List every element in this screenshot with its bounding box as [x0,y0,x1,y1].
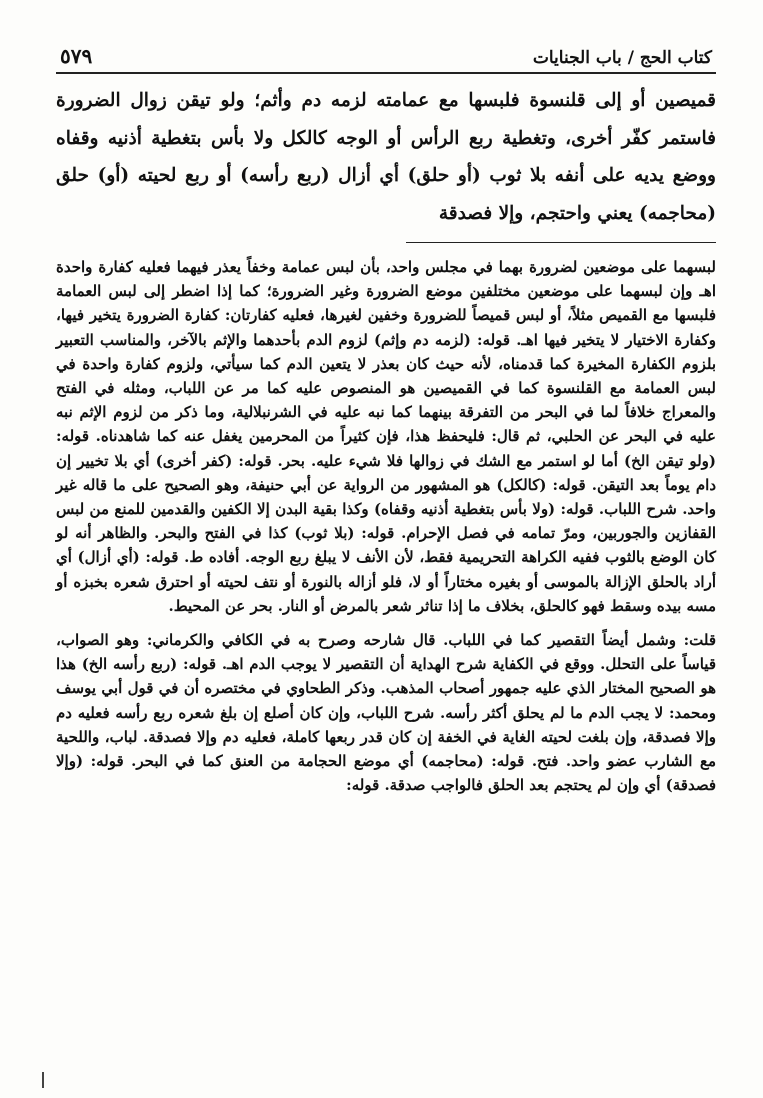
separator-line [406,242,716,243]
commentary-paragraph: قلت: وشمل أيضاً التقصير كما في اللباب. قال شارحه وصرح به في الكافي والكرماني: وهو الصواب، قياساً على التحلل. ووقع في الكفاية شرح الهداية أن التقصير لا يوجب الدم اهـ. قوله: (ربع رأسه الخ) هذا هو الصحيح المختار الذي عليه جمهور أصحاب المذهب. وذكر الطحاوي في مختصره أن في قول أبي يوسف ومحمد: لا يجب الدم ما لم يحلق أكثر رأسه. شرح اللباب، وإن كان أصلع إن بلغ شعره ربع رأسه فعليه دم وإلا فصدقة، وإن بلغت لحيته الغاية في الخفة إن كان قدر ربعها كاملة، فعليه دم وإلا فصدقة. لباب، واللحية مع الشارب عضو واحد. فتح. قوله: (محاجمه) أي موضع الحجامة من العنق كما في البحر. قوله: (وإلا فصدقة) أي وإن لم يحتجم بعد الحلق فالواجب صدقة. قوله: [56,631,716,795]
page-number: ٥٧٩ [60,44,93,68]
main-text: قميصين أو إلى قلنسوة فلبسها مع عمامته لزمه دم وأثم؛ ولو تيقن زوال الضرورة فاستمر كفّر أخرى، وتغطية ربع الرأس أو الوجه كالكل ولا بأس بتغطية أذنيه وقفاه ووضع يديه على أنفه بلا ثوب (أو حلق) أي أزال (ربع رأسه) أو ربع لحيته (أو) حلق (محاجمه) يعني واحتجم، وإلا فصدقة [56,90,716,224]
commentary-paragraph: لبسهما على موضعين لضرورة بهما في مجلس واحد، بأن لبس عمامة وخفاً يعذر فيهما فعليه كفارة واحدة اهـ وإن لبسهما على موضعين مختلفين موضع الضرورة وغير الضرورة؛ كما إذا اضطر إلى لبس العمامة فلبسها مع القميص مثلاً، أو لبس قميصاً للضرورة وخفين لغيرها، فعليه كفارتان: كفارة الضرورة يتخير فيها، وكفارة الاختيار لا يتخير فيها اهـ. قوله: (لزمه دم وإثم) لزوم الدم بأحدهما والإثم بالآخر، والمناسب التعبير بلزوم الكفارة المخيرة كما قدمناه، لأنه حيث كان بعذر لا يتعين الدم كما سيأتي، ولزوم كفارة واحدة في لبس العمامة مع القلنسوة كما في القميصين هو المنصوص عليه كما مر عن اللباب، ومثله في الفتح والمعراج خلافاً لما في البحر من التفرقة بينهما كما نبه عليه في الشرنبلالية، وما ذكر من لزوم الإثم نبه عليه في البحر عن الحلبي، ثم قال: فليحفظ هذا، فإن كثيراً من المحرمين يغفل عنه كما شاهدناه. قوله: (ولو تيقن الخ) أما لو استمر مع الشك في زوالها فلا شيء عليه. بحر. قوله: (كفر أخرى) أي بلا تخيير إن دام يوماً بعد التيقن. قوله: (كالكل) هو المشهور من الرواية عن أبي حنيفة، وهو الصحيح على ما قاله غير واحد. شرح اللباب. قوله: (ولا بأس بتغطية أذنيه وقفاه) وكذا بقية البدن إلا الكفين والقدمين للمنع من لبس القفازين والجوربين، ومرّ تمامه في فصل الإحرام. قوله: (بلا ثوب) كذا في الفتح والبحر. والظاهر أنه لو كان الوضع بالثوب ففيه الكراهة التحريمية فقط، لأن الأنف لا يبلغ ربع الوجه. أفاده ط. قوله: (أي أزال) أي أراد بالحلق الإزالة بالموسى أو بغيره مختاراً أو لا، فلو أزاله بالنورة أو نتف لحيته أو احترق شعره بخبزه أو مسه بيده وسقط فهو كالحلق، بخلاف ما إذا تناثر شعر بالمرض أو النار. بحر عن المحيط. [56,258,716,615]
page-edge-mark [40,1072,46,1090]
commentary [56,255,716,797]
running-title: كتاب الحج / باب الجنايات [532,48,712,68]
page-header [56,42,716,74]
document-page [56,42,716,797]
